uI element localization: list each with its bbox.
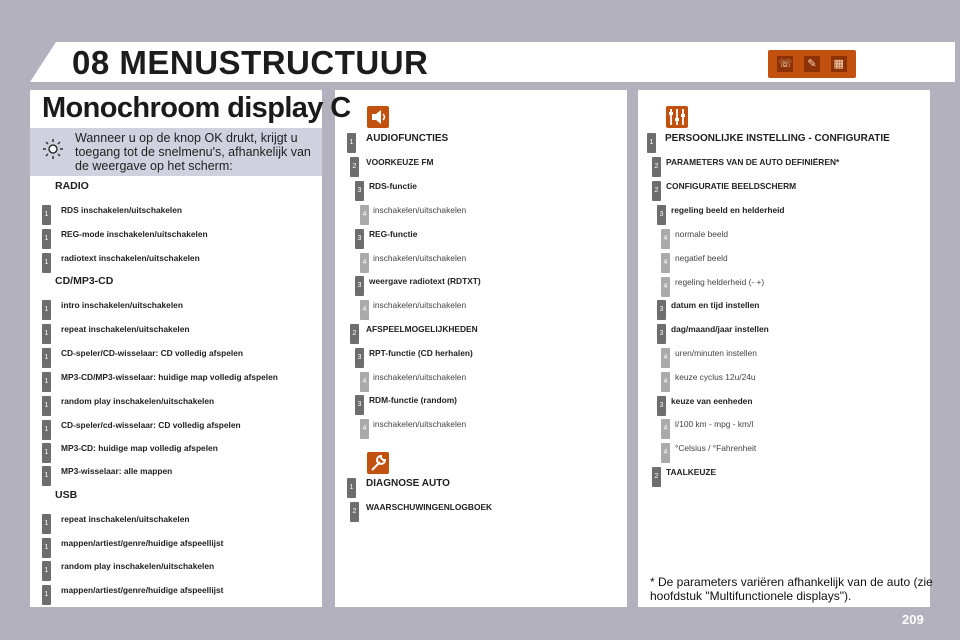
level-badge: 1: [42, 205, 51, 225]
menu-item: keuze cyclus 12u/24u: [675, 372, 756, 382]
menu-heading-audio: AUDIOFUNCTIES: [366, 133, 449, 144]
menu-item: RDM-functie (random): [369, 395, 457, 405]
level-badge: 2: [652, 157, 661, 177]
intro-text: Wanneer u op de knop OK drukt, krijgt u toegang tot de snelmenu's, afhankelijk van de weergave op het scherm:: [75, 131, 311, 173]
menu-item: AFSPEELMOGELIJKHEDEN: [366, 324, 478, 334]
level-badge: 4: [661, 419, 670, 439]
audio-icon: [366, 105, 390, 129]
level-badge: 4: [360, 253, 369, 273]
level-badge: 1: [42, 396, 51, 416]
menu-item: inschakelen/uitschakelen: [373, 372, 467, 382]
level-badge: 1: [42, 372, 51, 392]
page-number: 209: [902, 612, 924, 627]
level-badge: 1: [42, 538, 51, 558]
heading-usb: USB: [55, 489, 78, 501]
menu-item: mappen/artiest/genre/huidige afspeellijst: [61, 538, 224, 548]
level-badge: 4: [360, 372, 369, 392]
tool-icon: ✎: [804, 56, 820, 72]
menu-item: RDS inschakelen/uitschakelen: [61, 205, 183, 215]
menu-item: CONFIGURATIE BEELDSCHERM: [666, 181, 797, 191]
menu-heading-diagnose: DIAGNOSE AUTO: [366, 478, 450, 489]
chapter-number: 08: [72, 44, 110, 81]
menu-item: CD-speler/cd-wisselaar: CD volledig afspelen: [61, 420, 241, 430]
level-badge: 2: [652, 181, 661, 201]
menu-item: MP3-CD/MP3-wisselaar: huidige map volledig afspelen: [61, 372, 278, 382]
level-badge: 4: [360, 205, 369, 225]
menu-item: VOORKEUZE FM: [366, 157, 434, 167]
level-badge: 4: [661, 277, 670, 297]
level-badge: 4: [360, 300, 369, 320]
level-badge: 3: [657, 324, 666, 344]
menu-item: regeling beeld en helderheid: [671, 205, 785, 215]
level-badge: 1: [42, 561, 51, 581]
heading-cd: CD/MP3-CD: [55, 275, 114, 287]
menu-item: °Celsius / °Fahrenheit: [675, 443, 757, 453]
menu-item: repeat inschakelen/uitschakelen: [61, 324, 190, 334]
level-badge: 4: [661, 443, 670, 463]
menu-item: inschakelen/uitschakelen: [373, 419, 467, 429]
heading-radio: RADIO: [55, 180, 89, 192]
menu-item: random play inschakelen/uitschakelen: [61, 561, 215, 571]
menu-item: radiotext inschakelen/uitschakelen: [61, 253, 200, 263]
menu-item: weergave radiotext (RDTXT): [369, 276, 481, 286]
menu-item: MP3-wisselaar: alle mappen: [61, 466, 173, 476]
menu-item: dag/maand/jaar instellen: [671, 324, 769, 334]
level-badge: 4: [360, 419, 369, 439]
settings-icon: [665, 105, 689, 129]
level-badge: 1: [347, 133, 356, 153]
level-badge: 1: [42, 466, 51, 486]
level-badge: 1: [347, 478, 356, 498]
level-badge: 3: [355, 229, 364, 249]
menu-item: uren/minuten instellen: [675, 348, 757, 358]
level-badge: 3: [355, 181, 364, 201]
level-badge: 3: [657, 205, 666, 225]
menu-heading-config: PERSOONLIJKE INSTELLING - CONFIGURATIE: [665, 133, 890, 144]
level-badge: 1: [42, 514, 51, 534]
level-badge: 3: [355, 395, 364, 415]
function-icons: [768, 50, 856, 78]
wrench-icon: [366, 451, 390, 475]
footnote: * De parameters variëren afhankelijk van de auto (zie hoofdstuk "Multifunctionele displays").: [650, 575, 933, 603]
menu-item: CD-speler/CD-wisselaar: CD volledig afspelen: [61, 348, 243, 358]
level-badge: 1: [42, 420, 51, 440]
menu-item: REG-functie: [369, 229, 418, 239]
level-badge: 2: [350, 324, 359, 344]
level-badge: 4: [661, 372, 670, 392]
level-badge: 1: [42, 229, 51, 249]
menu-item: inschakelen/uitschakelen: [373, 205, 467, 215]
menu-item: TAALKEUZE: [666, 467, 717, 477]
light-bulb-icon: [42, 138, 64, 160]
level-badge: 3: [657, 396, 666, 416]
menu-item: mappen/artiest/genre/huidige afspeellijst: [61, 585, 224, 595]
menu-item: negatief beeld: [675, 253, 728, 263]
level-badge: 4: [661, 229, 670, 249]
menu-item: keuze van eenheden: [671, 396, 753, 406]
menu-item: REG-mode inschakelen/uitschakelen: [61, 229, 208, 239]
grid-icon: ▦: [831, 56, 847, 72]
level-badge: 1: [42, 324, 51, 344]
menu-item: l/100 km - mpg - km/l: [675, 419, 754, 429]
menu-item: WAARSCHUWINGENLOGBOEK: [366, 502, 493, 512]
page-title: [72, 44, 428, 82]
menu-item: intro inschakelen/uitschakelen: [61, 300, 183, 310]
menu-item: RDS-functie: [369, 181, 417, 191]
menu-item: inschakelen/uitschakelen: [373, 253, 467, 263]
menu-item: PARAMETERS VAN DE AUTO DEFINIËREN*: [666, 157, 840, 167]
menu-item: RPT-functie (CD herhalen): [369, 348, 473, 358]
level-badge: 1: [42, 253, 51, 273]
menu-item: random play inschakelen/uitschakelen: [61, 396, 215, 406]
level-badge: 1: [647, 133, 656, 153]
level-badge: 3: [657, 300, 666, 320]
menu-item: repeat inschakelen/uitschakelen: [61, 514, 190, 524]
phone-icon: ☏: [778, 58, 793, 70]
menu-item: MP3-CD: huidige map volledig afspelen: [61, 443, 218, 453]
chapter-title: MENUSTRUCTUUR: [119, 44, 429, 81]
menu-item: inschakelen/uitschakelen: [373, 300, 467, 310]
level-badge: 1: [42, 443, 51, 463]
level-badge: 1: [42, 348, 51, 368]
menu-item: datum en tijd instellen: [671, 300, 760, 310]
level-badge: 4: [661, 348, 670, 368]
level-badge: 3: [355, 348, 364, 368]
level-badge: 2: [350, 157, 359, 177]
section-title: Monochroom display C: [42, 92, 351, 124]
menu-item: regeling helderheid (- +): [675, 277, 765, 287]
level-badge: 3: [355, 276, 364, 296]
level-badge: 1: [42, 585, 51, 605]
menu-item: normale beeld: [675, 229, 729, 239]
level-badge: 1: [42, 300, 51, 320]
level-badge: 2: [652, 467, 661, 487]
level-badge: 4: [661, 253, 670, 273]
level-badge: 2: [350, 502, 359, 522]
